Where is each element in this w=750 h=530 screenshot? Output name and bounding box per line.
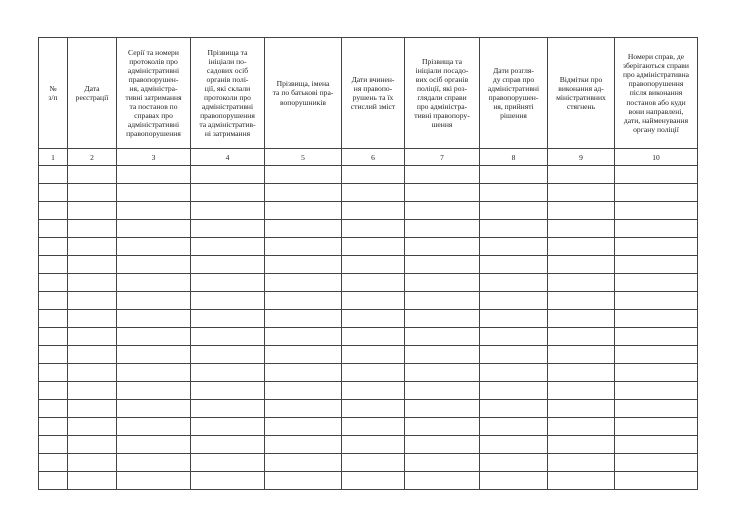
table-row xyxy=(39,220,698,238)
table-cell xyxy=(405,454,480,472)
table-cell xyxy=(548,220,615,238)
header-cell: Прізвища та ініціали посадо- вих осіб органів поліції, які роз- глядали справи про адміністра- тивні правопору- шення xyxy=(405,38,480,149)
table-cell xyxy=(548,238,615,256)
table-cell xyxy=(191,310,265,328)
table-cell xyxy=(405,184,480,202)
table-cell xyxy=(191,202,265,220)
column-number: 9 xyxy=(548,149,615,166)
table-cell xyxy=(39,238,68,256)
table-cell xyxy=(68,220,117,238)
table-cell xyxy=(68,328,117,346)
table-cell xyxy=(39,166,68,184)
table-cell xyxy=(405,418,480,436)
table-cell xyxy=(548,274,615,292)
table-cell xyxy=(117,454,191,472)
table-cell xyxy=(405,256,480,274)
column-number: 8 xyxy=(480,149,548,166)
table-cell xyxy=(265,166,342,184)
column-number: 3 xyxy=(117,149,191,166)
table-cell xyxy=(405,274,480,292)
table-cell xyxy=(480,256,548,274)
table-cell xyxy=(265,436,342,454)
table-cell xyxy=(191,364,265,382)
table-cell xyxy=(615,184,698,202)
table-cell xyxy=(265,400,342,418)
header-cell: Відмітки про виконання ад- міністративних стягнень xyxy=(548,38,615,149)
table-cell xyxy=(68,256,117,274)
table-cell xyxy=(265,220,342,238)
header-row xyxy=(39,38,698,149)
table-cell xyxy=(265,310,342,328)
table-cell xyxy=(191,220,265,238)
table-cell xyxy=(265,238,342,256)
table-cell xyxy=(191,238,265,256)
table-cell xyxy=(68,166,117,184)
table-cell xyxy=(265,382,342,400)
table-cell xyxy=(480,292,548,310)
table-cell xyxy=(68,202,117,220)
table-cell xyxy=(342,382,405,400)
table-cell xyxy=(39,310,68,328)
table-cell xyxy=(615,382,698,400)
header-cell: № з/п xyxy=(39,38,68,149)
table-row xyxy=(39,292,698,310)
table-row xyxy=(39,202,698,220)
table-cell xyxy=(342,238,405,256)
table-cell xyxy=(342,166,405,184)
column-number: 6 xyxy=(342,149,405,166)
table-cell xyxy=(265,472,342,490)
table-cell xyxy=(480,346,548,364)
table-cell xyxy=(117,274,191,292)
table-cell xyxy=(548,382,615,400)
table-cell xyxy=(405,202,480,220)
table-cell xyxy=(68,184,117,202)
table-cell xyxy=(191,454,265,472)
table-cell xyxy=(39,292,68,310)
table-row xyxy=(39,328,698,346)
table-cell xyxy=(615,364,698,382)
table-cell xyxy=(39,454,68,472)
table-cell xyxy=(480,472,548,490)
table-cell xyxy=(39,382,68,400)
column-number: 5 xyxy=(265,149,342,166)
table-cell xyxy=(615,220,698,238)
table-cell xyxy=(191,472,265,490)
table-cell xyxy=(548,364,615,382)
table-cell xyxy=(39,436,68,454)
table-cell xyxy=(117,400,191,418)
table-row xyxy=(39,274,698,292)
table-row xyxy=(39,382,698,400)
table-cell xyxy=(548,292,615,310)
table-cell xyxy=(480,166,548,184)
table-cell xyxy=(117,256,191,274)
table-cell xyxy=(265,364,342,382)
table-cell xyxy=(39,400,68,418)
table-cell xyxy=(342,328,405,346)
table-cell xyxy=(405,382,480,400)
table-cell xyxy=(117,166,191,184)
table-cell xyxy=(548,346,615,364)
table-cell xyxy=(480,436,548,454)
table-cell xyxy=(548,400,615,418)
table-cell xyxy=(68,454,117,472)
table-cell xyxy=(480,220,548,238)
table-cell xyxy=(615,292,698,310)
table-cell xyxy=(405,472,480,490)
table-cell xyxy=(265,418,342,436)
header-cell: Дати вчинен- ня правопо- рушень та їх стислий зміст xyxy=(342,38,405,149)
table-cell xyxy=(342,256,405,274)
column-number: 10 xyxy=(615,149,698,166)
table-row xyxy=(39,436,698,454)
table-cell xyxy=(39,184,68,202)
table-cell xyxy=(615,472,698,490)
table-cell xyxy=(342,274,405,292)
table-cell xyxy=(117,364,191,382)
table-cell xyxy=(342,220,405,238)
table-cell xyxy=(615,166,698,184)
table-cell xyxy=(39,220,68,238)
table-cell xyxy=(117,472,191,490)
table-cell xyxy=(342,472,405,490)
table-cell xyxy=(548,418,615,436)
table-cell xyxy=(117,346,191,364)
table-cell xyxy=(39,256,68,274)
table-row xyxy=(39,184,698,202)
table-cell xyxy=(480,310,548,328)
table-cell xyxy=(191,184,265,202)
table-cell xyxy=(548,454,615,472)
table-cell xyxy=(342,346,405,364)
header-cell: Дата реєстрації xyxy=(68,38,117,149)
table-cell xyxy=(342,184,405,202)
table-cell xyxy=(342,436,405,454)
table-cell xyxy=(191,256,265,274)
table-row xyxy=(39,472,698,490)
table-cell xyxy=(117,202,191,220)
header-cell: Номери справ, де зберігаються справи про адміністративна правопорушення після виконання постанов або куди вони направлені, дати, найменування органу поліції xyxy=(615,38,698,149)
table-cell xyxy=(405,346,480,364)
table-row xyxy=(39,418,698,436)
column-number: 2 xyxy=(68,149,117,166)
table-cell xyxy=(265,454,342,472)
table-cell xyxy=(342,310,405,328)
table-cell xyxy=(342,202,405,220)
table-cell xyxy=(405,328,480,346)
table-cell xyxy=(191,382,265,400)
table-cell xyxy=(615,346,698,364)
table-cell xyxy=(615,328,698,346)
table-cell xyxy=(480,238,548,256)
table-cell xyxy=(480,328,548,346)
table-cell xyxy=(191,346,265,364)
table-cell xyxy=(405,436,480,454)
table-cell xyxy=(480,454,548,472)
table-cell xyxy=(405,364,480,382)
table-cell xyxy=(342,454,405,472)
table-cell xyxy=(615,238,698,256)
table-cell xyxy=(265,256,342,274)
table-cell xyxy=(548,202,615,220)
table-cell xyxy=(480,364,548,382)
table-cell xyxy=(117,382,191,400)
table-cell xyxy=(615,418,698,436)
table-cell xyxy=(342,292,405,310)
table-cell xyxy=(548,310,615,328)
table-cell xyxy=(39,364,68,382)
table-cell xyxy=(117,310,191,328)
table-cell xyxy=(265,202,342,220)
table-cell xyxy=(548,256,615,274)
column-number: 7 xyxy=(405,149,480,166)
table-cell xyxy=(191,274,265,292)
table-cell xyxy=(191,418,265,436)
table-cell xyxy=(68,400,117,418)
table-row xyxy=(39,346,698,364)
table-row xyxy=(39,166,698,184)
table-cell xyxy=(615,400,698,418)
table-cell xyxy=(191,292,265,310)
table-row xyxy=(39,364,698,382)
table-cell xyxy=(342,418,405,436)
header-cell: Прізвища, імена та по батькові пра- вопорушників xyxy=(265,38,342,149)
table-cell xyxy=(68,310,117,328)
table-cell xyxy=(342,400,405,418)
table-cell xyxy=(615,454,698,472)
table-cell xyxy=(191,400,265,418)
table-row xyxy=(39,238,698,256)
table-cell xyxy=(548,328,615,346)
table-cell xyxy=(68,436,117,454)
table-cell xyxy=(117,418,191,436)
table-cell xyxy=(615,310,698,328)
table-cell xyxy=(68,418,117,436)
table-cell xyxy=(615,274,698,292)
table-cell xyxy=(39,346,68,364)
table-cell xyxy=(405,166,480,184)
register-table xyxy=(38,37,698,490)
table-cell xyxy=(405,292,480,310)
table-cell xyxy=(117,184,191,202)
column-number: 4 xyxy=(191,149,265,166)
table-cell xyxy=(117,328,191,346)
table-cell xyxy=(68,238,117,256)
column-number: 1 xyxy=(39,149,68,166)
table-cell xyxy=(68,472,117,490)
table-cell xyxy=(117,220,191,238)
header-cell: Серії та номери протоколів про адміністративні правопорушен- ня, адміністра- тивні затримання та постанов по справах про адміністративні правопорушення xyxy=(117,38,191,149)
table-cell xyxy=(405,238,480,256)
table-cell xyxy=(480,418,548,436)
table-cell xyxy=(480,274,548,292)
table-cell xyxy=(548,166,615,184)
table-cell xyxy=(68,346,117,364)
table-cell xyxy=(548,436,615,454)
table-cell xyxy=(405,220,480,238)
table-cell xyxy=(191,328,265,346)
table-cell xyxy=(39,202,68,220)
table-cell xyxy=(480,382,548,400)
column-number-row xyxy=(39,149,698,166)
table-cell xyxy=(39,274,68,292)
table-cell xyxy=(548,472,615,490)
header-cell: Дати розгля- ду справ про адміністративні правопорушен- ня, прийняті рішення xyxy=(480,38,548,149)
table-cell xyxy=(405,310,480,328)
table-cell xyxy=(117,436,191,454)
table-cell xyxy=(39,418,68,436)
table-cell xyxy=(68,364,117,382)
table-cell xyxy=(265,292,342,310)
table-cell xyxy=(265,274,342,292)
table-cell xyxy=(68,292,117,310)
table-cell xyxy=(265,184,342,202)
table-cell xyxy=(548,184,615,202)
table-row xyxy=(39,400,698,418)
table-cell xyxy=(342,364,405,382)
table-cell xyxy=(480,400,548,418)
table-cell xyxy=(480,184,548,202)
table-cell xyxy=(615,436,698,454)
table-cell xyxy=(480,202,548,220)
table-cell xyxy=(39,472,68,490)
table-cell xyxy=(615,202,698,220)
table-row xyxy=(39,256,698,274)
header-cell: Прізвища та ініціали по- садових осіб органів полі- ції, які склали протоколи про адміністративні правопорушення та адміністратив- ні затримання xyxy=(191,38,265,149)
table-cell xyxy=(615,256,698,274)
table-cell xyxy=(191,166,265,184)
table-cell xyxy=(265,346,342,364)
table-cell xyxy=(191,436,265,454)
table-cell xyxy=(117,292,191,310)
table-cell xyxy=(68,274,117,292)
table-cell xyxy=(117,238,191,256)
table-cell xyxy=(39,328,68,346)
table-row xyxy=(39,454,698,472)
table-row xyxy=(39,310,698,328)
table-cell xyxy=(405,400,480,418)
table-cell xyxy=(68,382,117,400)
table-cell xyxy=(265,328,342,346)
